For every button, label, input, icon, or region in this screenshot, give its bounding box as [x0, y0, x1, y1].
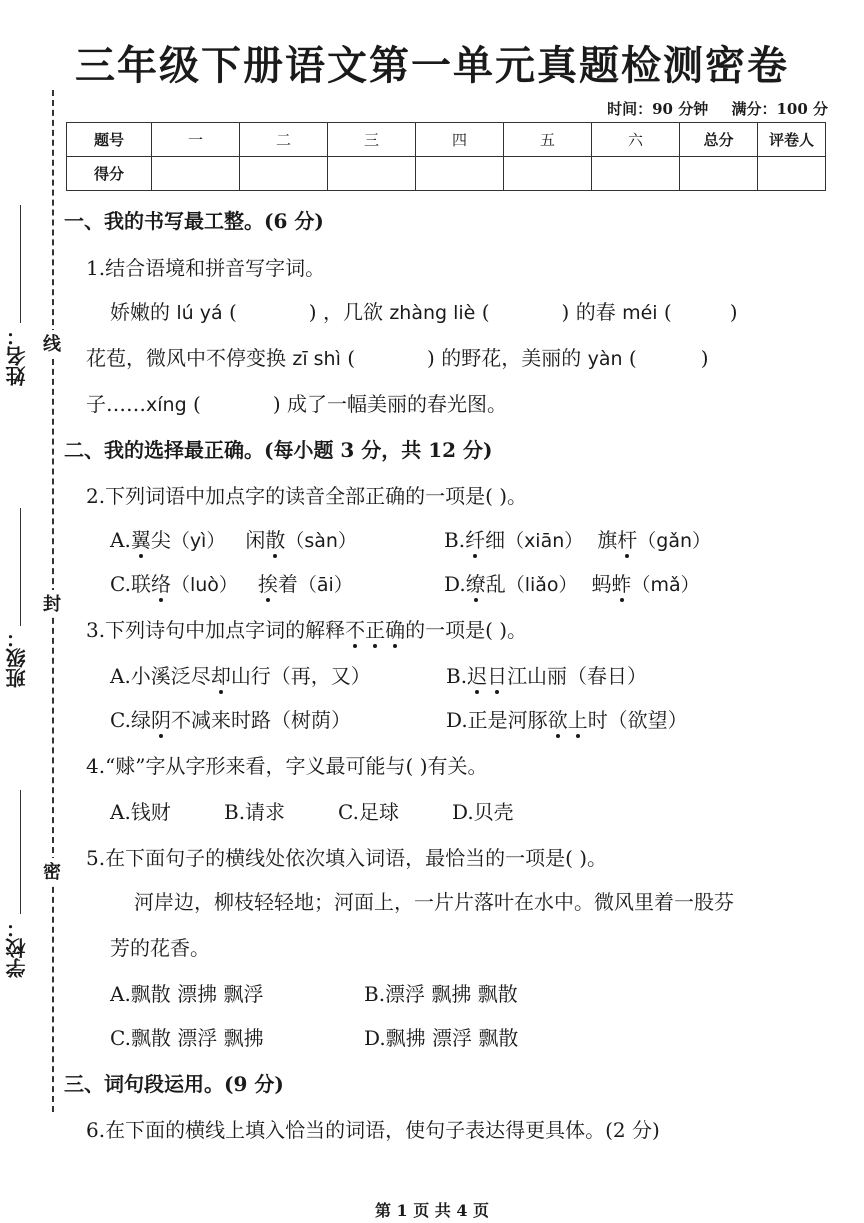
text: 花苞，微风中不停变换 — [86, 346, 286, 370]
q5-option-a[interactable]: A.飘散 漂拂 飘浮 — [110, 982, 264, 1006]
score-cell[interactable] — [416, 157, 504, 191]
text: 的春 — [575, 300, 616, 324]
q4-option-c[interactable]: C.足球 — [338, 800, 399, 824]
class-blank[interactable] — [20, 508, 21, 626]
q5-option-d[interactable]: D.飘拂 漂浮 飘散 — [364, 1026, 519, 1050]
q4-option-a[interactable]: A.钱财 — [110, 800, 171, 824]
emphasis-dotted: 不正确 — [345, 618, 406, 642]
section-3-heading: 三、词句段运用。(9 分) — [64, 1072, 284, 1096]
pinyin: yàn — [587, 348, 623, 370]
score-cell[interactable] — [328, 157, 416, 191]
pinyin: xíng — [146, 394, 187, 416]
header-cell: 题号 — [67, 123, 152, 157]
score-table-header-row — [67, 123, 826, 157]
text: 子…… — [86, 392, 146, 416]
q3-option-b[interactable]: B.迟日江山丽（春日） — [446, 664, 648, 688]
binding-secret-char: 密 — [40, 858, 64, 884]
pinyin: lú yá — [176, 302, 223, 324]
name-label: 姓名： — [5, 326, 29, 386]
school-blank[interactable] — [20, 790, 21, 914]
binding-line-char: 线 — [40, 330, 64, 356]
section-2-heading: 二、我的选择最正确。(每小题 3 分，共 12 分) — [64, 438, 493, 462]
header-cell: 三 — [328, 123, 416, 157]
exam-meta — [589, 98, 828, 119]
q2-option-d[interactable]: D.缭乱（liǎo） 蚂蚱（mǎ） — [444, 572, 700, 596]
pinyin: méi — [622, 302, 658, 324]
section-1-heading: 一、我的书写最工整。(6 分) — [64, 209, 324, 233]
header-cell: 一 — [152, 123, 240, 157]
q1-line-1 — [110, 296, 738, 325]
score-table — [66, 122, 826, 191]
q2-options-row-1 — [110, 524, 357, 553]
answer-blank[interactable]: ( ) — [228, 300, 317, 324]
score-cell[interactable] — [504, 157, 592, 191]
question-2: 2.下列词语中加点字的读音全部正确的一项是( )。 — [86, 484, 528, 508]
q2-option-b[interactable]: B.纤细（xiān） 旗杆（gǎn） — [444, 528, 712, 552]
q2-option-c[interactable]: C.联络（luò） 挨着（āi） — [110, 572, 353, 596]
text: 的野花，美丽的 — [441, 346, 582, 370]
question-5: 5.在下面句子的横线处依次填入词语，最恰当的一项是( )。 — [86, 846, 608, 870]
answer-blank[interactable]: ( ) — [347, 346, 435, 370]
text: 娇嫩的 — [110, 300, 170, 324]
header-cell: 四 — [416, 123, 504, 157]
answer-blank[interactable]: ( ) — [481, 300, 570, 324]
q1-line-3 — [86, 388, 507, 417]
pinyin: zhàng liè — [389, 302, 476, 324]
score-cell[interactable] — [592, 157, 680, 191]
question-6: 6.在下面的横线上填入恰当的词语，使句子表达得更具体。(2 分) — [86, 1118, 660, 1142]
q1-line-2 — [86, 342, 709, 371]
header-cell: 评卷人 — [758, 123, 826, 157]
header-cell: 六 — [592, 123, 680, 157]
q5-option-b[interactable]: B.漂浮 飘拂 飘散 — [364, 982, 518, 1006]
q5-option-c[interactable]: C.飘散 漂浮 飘拂 — [110, 1026, 264, 1050]
q3-option-c[interactable]: C.绿阴不减来时路（树荫） — [110, 708, 351, 732]
answer-blank[interactable]: ( ) — [193, 392, 281, 416]
score-cell[interactable] — [680, 157, 758, 191]
page-title: 三年级下册语文第一单元真题检测密卷 — [75, 43, 789, 89]
text: ，几欲 — [322, 300, 383, 324]
text: 成了一幅美丽的春光图。 — [286, 392, 507, 416]
class-label: 班级： — [5, 628, 29, 688]
q5-passage-line-1: 河岸边，柳枝轻轻地；河面上，一片片落叶在水中。微风里着一股芬 — [134, 890, 734, 914]
question-3: 3.下列诗句中加点字词的解释不正确的一项是( )。 — [86, 618, 528, 642]
page-footer: 第 1 页 共 4 页 — [374, 1201, 490, 1220]
score-cell[interactable] — [152, 157, 240, 191]
score-cell[interactable] — [240, 157, 328, 191]
q5-passage-line-2: 芳的花香。 — [110, 936, 210, 960]
exam-time: 时间：90 分钟 — [607, 100, 709, 118]
question-4: 4.“赇”字从字形来看，字义最可能与( )有关。 — [86, 754, 488, 778]
q4-option-d[interactable]: D.贝壳 — [452, 800, 514, 824]
q3-option-d[interactable]: D.正是河豚欲上时（欲望） — [446, 708, 688, 732]
q3-option-a[interactable]: A.小溪泛尽却山行（再，又） — [110, 664, 371, 688]
header-cell: 五 — [504, 123, 592, 157]
q4-option-b[interactable]: B.请求 — [224, 800, 286, 824]
score-table-score-row — [67, 157, 826, 191]
header-cell: 二 — [240, 123, 328, 157]
name-blank[interactable] — [20, 205, 21, 323]
pinyin: zī shì — [292, 348, 341, 370]
binding-seal-char: 封 — [40, 590, 64, 616]
school-label: 学校： — [5, 918, 29, 978]
exam-full-score: 满分：100 分 — [731, 100, 828, 118]
question-1: 1.结合语境和拼音写字词。 — [86, 256, 326, 280]
option-a[interactable]: A.翼尖（yì） 闲散（sàn） — [110, 528, 357, 552]
answer-blank[interactable]: ( ) — [663, 300, 738, 324]
row-label-cell: 得分 — [67, 157, 152, 191]
header-cell: 总分 — [680, 123, 758, 157]
answer-blank[interactable]: ( ) — [628, 346, 709, 370]
score-cell[interactable] — [758, 157, 826, 191]
